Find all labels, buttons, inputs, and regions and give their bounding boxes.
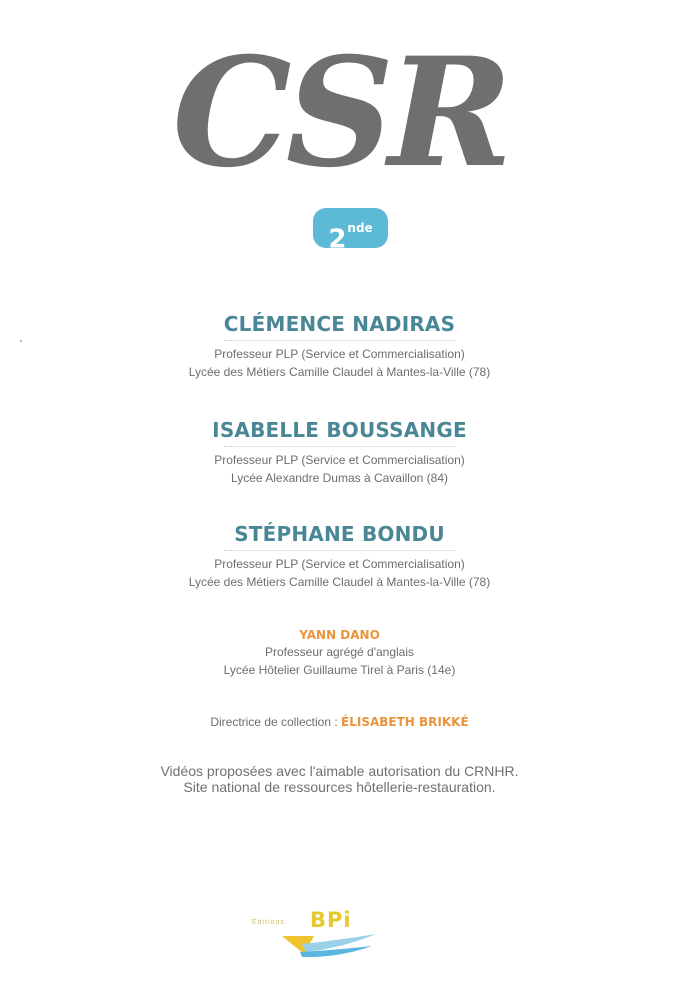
author-block xyxy=(0,311,679,381)
level-number: 2 xyxy=(328,224,347,255)
publisher-swoosh-icon xyxy=(280,930,380,960)
dotted-divider xyxy=(224,446,456,447)
level-suffix: nde xyxy=(347,221,373,235)
dotted-divider xyxy=(224,340,456,341)
author-role: Professeur PLP (Service et Commercialisation) xyxy=(214,453,465,467)
author-school: Lycée Alexandre Dumas à Cavaillon (84) xyxy=(230,471,448,485)
dotted-divider xyxy=(224,550,456,551)
contributor-name: YANN DANO xyxy=(299,628,380,642)
author-school: Lycée des Métiers Camille Claudel à Mantes-la-Ville (78) xyxy=(188,575,491,589)
author-block xyxy=(0,521,679,591)
credits-line-2: Site national de ressources hôtellerie-restauration. xyxy=(183,779,496,795)
credits-line-1: Vidéos proposées avec l'aimable autorisation du CRNHR. xyxy=(160,763,519,779)
publisher-logo xyxy=(252,908,382,963)
author-role: Professeur PLP (Service et Commercialisation) xyxy=(214,347,465,361)
collection-director xyxy=(0,715,679,729)
author-name: STÉPHANE BONDU xyxy=(234,522,445,546)
author-name: ISABELLE BOUSSANGE xyxy=(212,418,467,442)
author-name: CLÉMENCE NADIRAS xyxy=(223,312,456,336)
video-credits xyxy=(0,763,679,795)
level-badge xyxy=(313,208,388,255)
publisher-brand: BPi xyxy=(310,908,352,932)
author-school: Lycée des Métiers Camille Claudel à Mantes-la-Ville (78) xyxy=(188,365,491,379)
book-title: CSR xyxy=(172,25,507,201)
director-name: ÉLISABETH BRIKKÉ xyxy=(341,715,469,729)
author-block xyxy=(0,417,679,487)
contributor-school: Lycée Hôtelier Guillaume Tirel à Paris (14e) xyxy=(223,663,456,677)
author-role: Professeur PLP (Service et Commercialisation) xyxy=(214,557,465,571)
contributor-role: Professeur agrégé d'anglais xyxy=(264,645,415,659)
contributor-block xyxy=(0,627,679,679)
publisher-prefix: Éditions xyxy=(252,919,285,926)
director-label: Directrice de collection : xyxy=(210,715,342,729)
